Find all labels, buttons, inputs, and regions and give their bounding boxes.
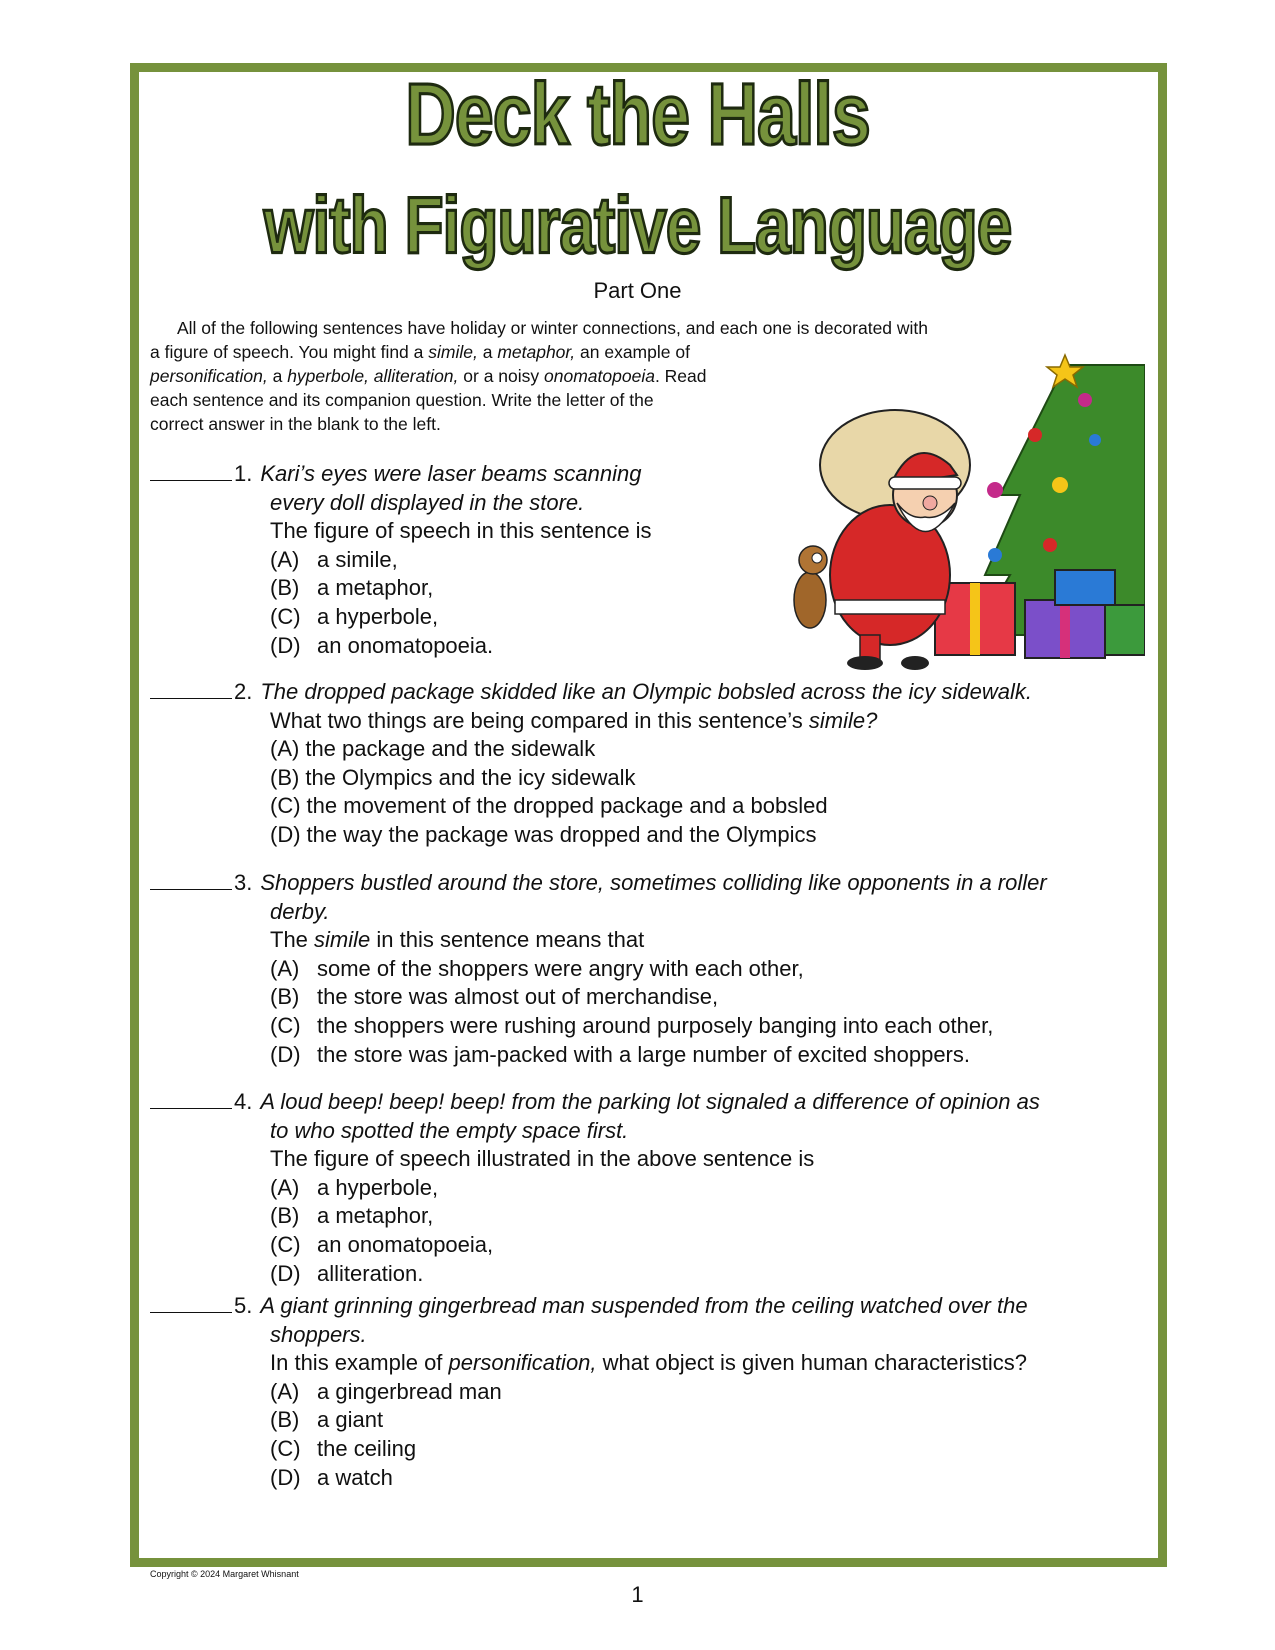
dog-icon	[794, 572, 826, 628]
copyright-notice: Copyright © 2024 Margaret Whisnant	[150, 1569, 299, 1579]
answer-blank-5[interactable]	[150, 1292, 232, 1313]
title-line-2: with Figurative Language	[263, 180, 1012, 270]
question-2: 2. The dropped package skidded like an Olympic bobsled across the icy sidewalk. What two things are being compared in this sentence’s simile? (A) the package and the sidewalk (B) the Olympics and the icy sidewalk (C) the movement of the dropped package and a bobsled (D) the way the package was dropped and the Olympics	[150, 678, 1032, 850]
answer-blank-4[interactable]	[150, 1088, 232, 1109]
question-3: 3. Shoppers bustled around the store, sometimes colliding like opponents in a roller derby. The simile in this sentence means that (A) some of the shoppers were angry with each other, (B) the store was almost out of merchandise, (C) the shoppers were rushing around purposely banging into each other, (D) the store was jam-packed with a large number of excited shoppers.	[150, 869, 1047, 1069]
answer-blank-1[interactable]	[150, 460, 232, 481]
question-4: 4. A loud beep! beep! beep! from the parking lot signaled a difference of opinion as to who spotted the empty space first. The figure of speech illustrated in the above sentence is (A) a hyperbole, (B) a metaphor, (C) an onomatopoeia, (D) alliteration.	[150, 1088, 1040, 1288]
question-1: 1. Kari’s eyes were laser beams scanning every doll displayed in the store. The figure of speech in this sentence is (A) a simile, (B) a metaphor, (C) a hyperbole, (D) an onomatopoeia.	[150, 460, 652, 660]
answer-blank-2[interactable]	[150, 678, 232, 699]
answer-blank-3[interactable]	[150, 869, 232, 890]
question-5: 5. A giant grinning gingerbread man suspended from the ceiling watched over the shoppers. In this example of personification, what object is given human characteristics? (A) a gingerbread man (B) a giant (C) the ceiling (D) a watch	[150, 1292, 1028, 1492]
page-number: 1	[631, 1582, 644, 1607]
title-line-1: Deck the Halls	[405, 65, 870, 163]
instructions: All of the following sentences have holiday or winter connections, and each one is decorated with a figure of speech. You might find a simile, a metaphor, an example of personification, a hyperbole, alliteration, or a noisy onomatopoeia. Read each sentence and its companion question. Write the letter of the correct answer in the blank to the left.	[150, 318, 929, 434]
part-heading: Part One	[593, 278, 682, 303]
santa-christmas-tree-illustration	[785, 345, 1145, 680]
